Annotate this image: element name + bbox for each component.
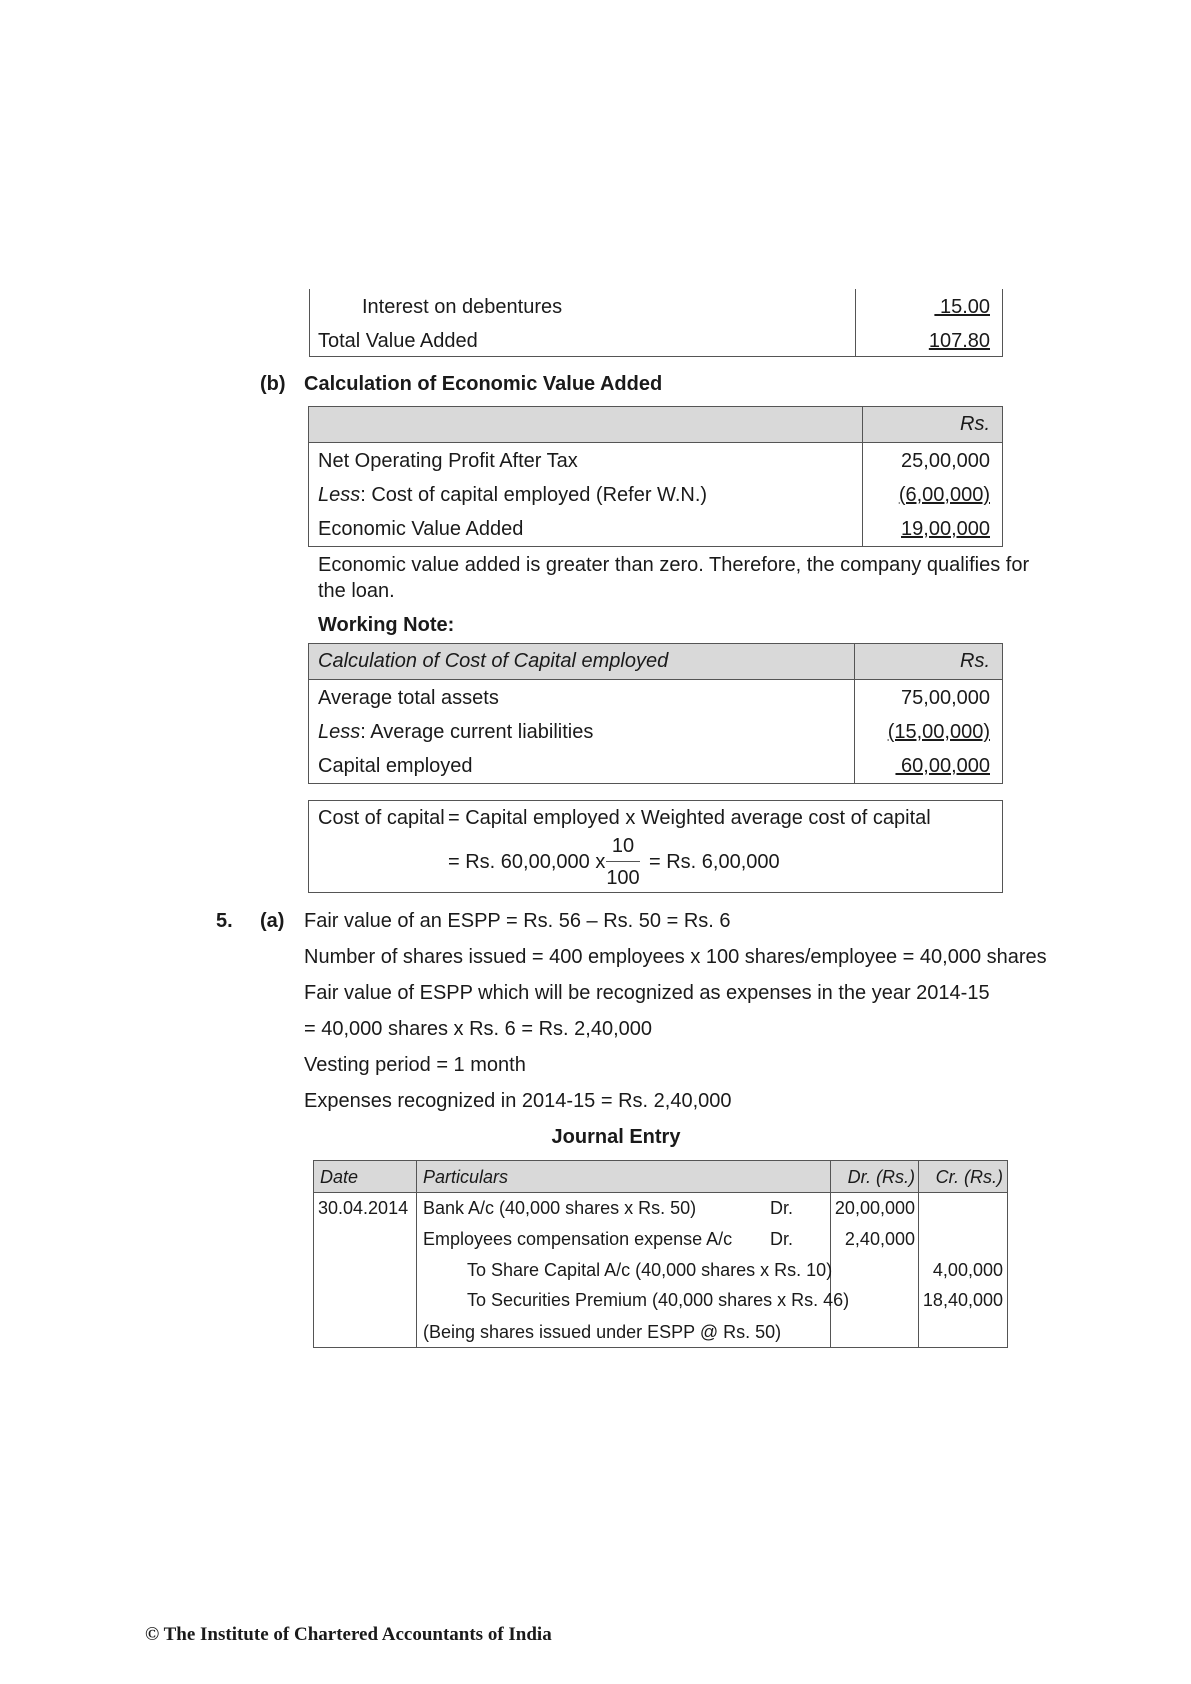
fraction-denominator: 100 <box>606 867 640 889</box>
entry-narration: (Being shares issued under ESPP @ Rs. 50) <box>423 1322 782 1342</box>
row-label: Economic Value Added <box>318 518 524 540</box>
less-prefix: Less <box>318 721 361 743</box>
table-border-left <box>309 289 310 357</box>
answer-line: Fair value of an ESPP = Rs. 56 – Rs. 50 = Rs. 6 <box>304 910 731 932</box>
row-label <box>318 720 593 744</box>
column-divider <box>416 1160 417 1348</box>
currency-header: Rs. <box>960 650 990 672</box>
row-value: (15,00,000) <box>887 721 990 743</box>
entry-credit: 18,40,000 <box>922 1290 1003 1310</box>
column-divider <box>918 1160 919 1348</box>
formula-line: = Rs. 60,00,000 x <box>448 851 606 873</box>
conclusion-line: the loan. <box>318 580 395 602</box>
entry-particulars: Employees compensation expense A/c <box>423 1229 733 1249</box>
row-label <box>318 483 707 507</box>
row-label-text: : Average current liabilities <box>360 721 594 743</box>
section-heading: Calculation of Economic Value Added <box>304 373 663 395</box>
question-part-marker: (a) <box>260 910 285 932</box>
row-value: 75,00,000 <box>901 687 990 709</box>
row-label-text: : Cost of capital employed (Refer W.N.) <box>360 484 708 506</box>
fraction-bar <box>606 861 640 862</box>
table-border-mid <box>855 289 856 357</box>
entry-particulars: To Securities Premium (40,000 shares x Rs. 46) <box>467 1290 850 1310</box>
column-header-date: Date <box>320 1167 359 1187</box>
row-value: (6,00,000) <box>898 484 990 506</box>
table-header-label: Calculation of Cost of Capital employed <box>318 650 669 672</box>
journal-title: Journal Entry <box>551 1126 681 1148</box>
question-number: 5. <box>216 910 233 932</box>
table-divider <box>854 643 855 784</box>
footer-copyright: © The Institute of Chartered Accountants of India <box>145 1624 552 1645</box>
table-border-right <box>1002 289 1003 357</box>
answer-line: = 40,000 shares x Rs. 6 = Rs. 2,40,000 <box>304 1018 652 1040</box>
entry-dr-marker: Dr. <box>770 1198 794 1218</box>
row-label-text: Average total assets <box>318 687 499 709</box>
entry-dr-marker: Dr. <box>770 1229 794 1249</box>
row-label: Interest on debentures <box>362 296 563 318</box>
answer-line: Expenses recognized in 2014-15 = Rs. 2,40,000 <box>304 1090 732 1112</box>
row-value: 15.00 <box>934 296 990 318</box>
column-header-credit: Cr. (Rs.) <box>935 1167 1003 1187</box>
row-value: 107.80 <box>928 330 990 352</box>
entry-particulars: Bank A/c (40,000 shares x Rs. 50) <box>423 1198 697 1218</box>
row-label: Net Operating Profit After Tax <box>318 450 578 472</box>
formula-label: Cost of capital <box>318 807 445 829</box>
row-label-text: Capital employed <box>318 755 473 777</box>
row-value: 25,00,000 <box>901 450 990 472</box>
formula-line: = Capital employed x Weighted average cost of capital <box>448 807 931 829</box>
working-note-title: Working Note: <box>318 614 455 636</box>
entry-debit: 20,00,000 <box>834 1198 915 1218</box>
row-label: Total Value Added <box>318 330 478 352</box>
row-label <box>318 686 499 710</box>
row-value: 60,00,000 <box>895 755 990 777</box>
entry-debit: 2,40,000 <box>844 1229 915 1249</box>
column-divider <box>830 1160 831 1348</box>
row-label <box>318 754 473 778</box>
fraction-numerator: 10 <box>611 835 635 857</box>
entry-credit: 4,00,000 <box>932 1260 1003 1280</box>
table-border-bottom <box>309 356 1003 357</box>
entry-date: 30.04.2014 <box>318 1198 409 1218</box>
entry-particulars: To Share Capital A/c (40,000 shares x Rs. 10) <box>467 1260 833 1280</box>
row-value: 19,00,000 <box>901 518 990 540</box>
column-header-particulars: Particulars <box>423 1167 509 1187</box>
less-prefix: Less <box>318 484 361 506</box>
formula-result: = Rs. 6,00,000 <box>649 851 780 873</box>
currency-header: Rs. <box>960 413 990 435</box>
answer-line: Vesting period = 1 month <box>304 1054 526 1076</box>
section-marker: (b) <box>260 373 286 395</box>
conclusion-line: Economic value added is greater than zero. Therefore, the company qualifies for <box>318 554 1030 576</box>
answer-line: Number of shares issued = 400 employees x 100 shares/employee = 40,000 shares <box>304 946 1047 968</box>
table-divider <box>862 406 863 547</box>
answer-line: Fair value of ESPP which will be recognized as expenses in the year 2014-15 <box>304 982 990 1004</box>
column-header-debit: Dr. (Rs.) <box>847 1167 915 1187</box>
